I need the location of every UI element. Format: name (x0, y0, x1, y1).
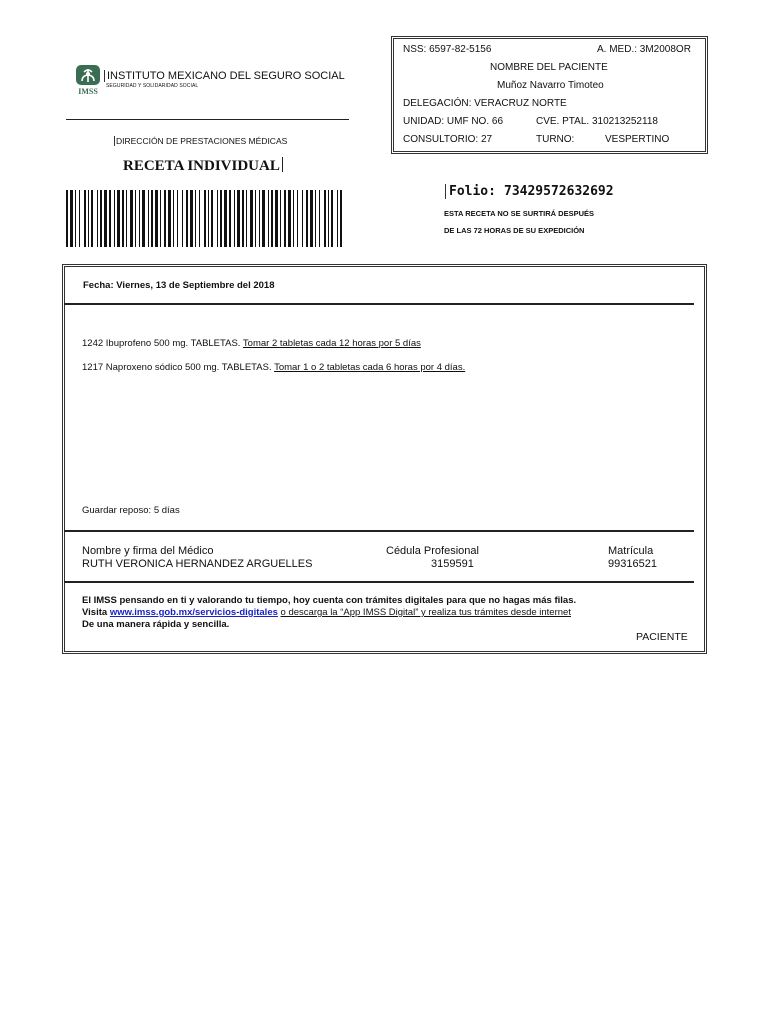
institute-tagline: SEGURIDAD Y SOLIDARIDAD SOCIAL (106, 83, 199, 89)
folio-number: 73429572632692 (504, 184, 614, 199)
expiry-warning-line-2: DE LAS 72 HORAS DE SU EXPEDICIÓN (444, 226, 585, 235)
folio-label: Folio: (445, 184, 496, 199)
medication-drug: 1217 Naproxeno sódico 500 mg. TABLETAS. (82, 362, 272, 373)
medication-item (82, 362, 465, 373)
document-title: RECETA INDIVIDUAL (123, 157, 283, 175)
license-number: 3159591 (431, 558, 474, 570)
medication-instructions: Tomar 1 o 2 tabletas cada 6 horas por 4 días. (274, 362, 466, 373)
doctor-name: RUTH VERONICA HERNANDEZ ARGUELLES (82, 558, 313, 570)
doctor-name-label: Nombre y firma del Médico (82, 545, 214, 557)
license-label: Cédula Profesional (386, 545, 479, 557)
attending-doctor-code: A. MED.: 3M2008OR (597, 44, 691, 55)
shift: VESPERTINO (605, 134, 670, 145)
svg-text:IMSS: IMSS (78, 87, 98, 96)
registration-number: 99316521 (608, 558, 657, 570)
postal-code: CVE. PTAL. 310213252118 (536, 116, 658, 127)
copy-label: PACIENTE (636, 631, 688, 643)
digital-services-closing: De una manera rápida y sencilla. (82, 619, 230, 630)
patient-name: Muñoz Navarro Timoteo (497, 80, 604, 91)
direction-label: DIRECCIÓN DE PRESTACIONES MÉDICAS (116, 136, 288, 146)
office: CONSULTORIO: 27 (403, 134, 493, 145)
patient-info-box (391, 36, 708, 154)
header-divider (66, 119, 349, 120)
institute-name: INSTITUTO MEXICANO DEL SEGURO SOCIAL (104, 70, 345, 82)
medication-instructions: Tomar 2 tabletas cada 12 horas por 5 días (242, 338, 421, 349)
delegation: DELEGACIÓN: VERACRUZ NORTE (403, 98, 567, 109)
signature-divider-top (64, 530, 694, 532)
medication-drug: 1242 Ibuprofeno 500 mg. TABLETAS. (82, 338, 241, 349)
date-divider (64, 303, 694, 305)
unit: UNIDAD: UMF NO. 66 (403, 116, 504, 127)
patient-name-label: NOMBRE DEL PACIENTE (490, 62, 608, 73)
imss-logo (74, 64, 102, 98)
digital-services-notice: El IMSS pensando en ti y valorando tu tiempo, hoy cuenta con trámites digitales para que no hagas más filas. (82, 595, 577, 606)
medication-item (82, 338, 421, 349)
prescription-date: Fecha: Viernes, 13 de Septiembre del 2018 (83, 280, 275, 291)
visit-label: Visita (82, 607, 108, 618)
expiry-warning-line-1: ESTA RECETA NO SE SURTIRÁ DESPUÉS (444, 209, 595, 218)
digital-services-visit (82, 607, 571, 618)
rest-instruction: Guardar reposo: 5 días (82, 505, 180, 516)
nss: NSS: 6597-82-5156 (403, 44, 492, 55)
barcode (64, 187, 344, 247)
registration-label: Matrícula (608, 545, 654, 557)
signature-divider-bottom (64, 581, 694, 583)
digital-services-link[interactable]: www.imss.gob.mx/servicios-digitales (109, 607, 278, 618)
app-download-text: o descarga la “App IMSS Digital” y realiza tus trámites desde internet (280, 607, 571, 618)
shift-label: TURNO: (536, 134, 575, 145)
